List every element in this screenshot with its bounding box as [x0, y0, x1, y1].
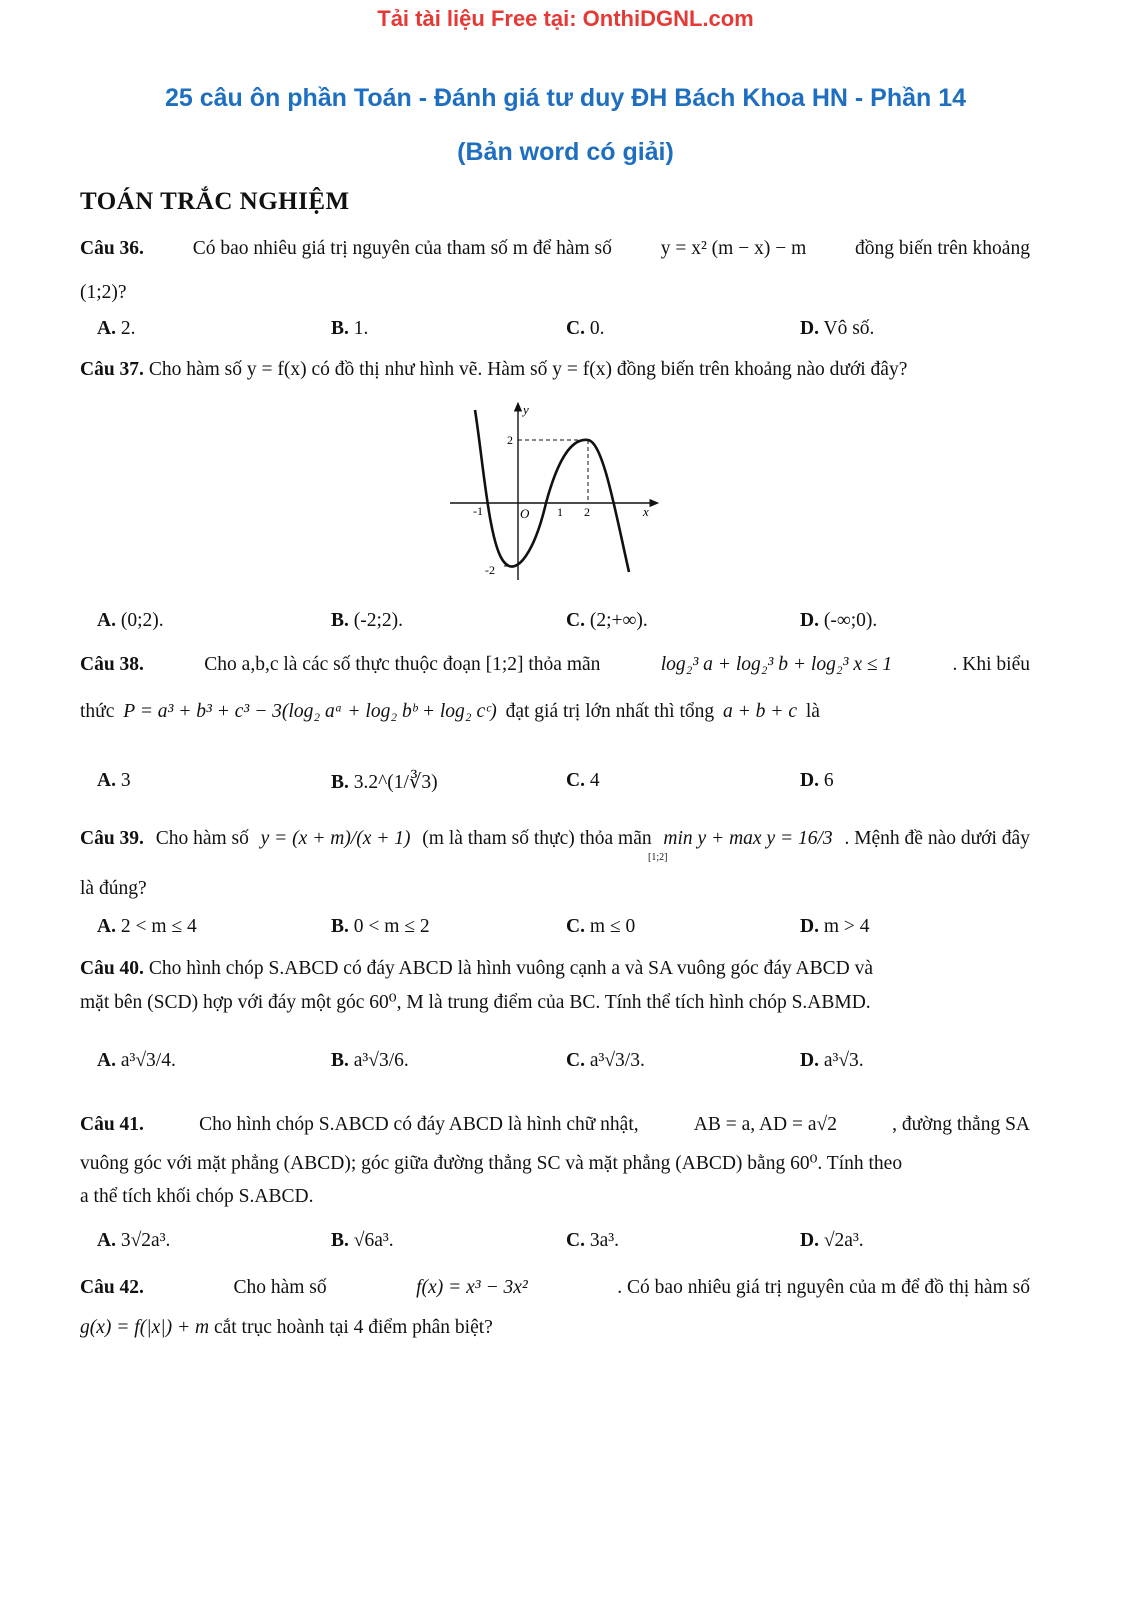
q37-option-c[interactable]: C. (2;+∞).: [566, 610, 648, 631]
q38-sum: a + b + c: [723, 701, 797, 722]
x-axis-label: x: [643, 504, 649, 519]
q38-text-c: thức: [80, 701, 115, 722]
q42-g-function: g(x) = f(|x|) + m: [80, 1317, 210, 1338]
q41-line2: vuông góc với mặt phẳng (ABCD); góc giữa đường thẳng SC và mặt phẳng (ABCD) bằng 60⁰. Tính theo: [80, 1153, 903, 1174]
q36-option-d[interactable]: D. Vô số.: [800, 318, 875, 339]
q41-text-a: Cho hình chóp S.ABCD có đáy ABCD là hình chữ nhật,: [199, 1114, 639, 1135]
q37-graph: [445, 400, 665, 590]
q39-option-a[interactable]: A. 2 < m ≤ 4: [97, 916, 197, 937]
q38-text-d: đạt giá trị lớn nhất thì tổng: [505, 701, 715, 722]
x-tick-1: 1: [557, 505, 563, 519]
q37-number: Câu 37.: [80, 359, 144, 380]
q42-line1: [80, 1275, 1030, 1301]
q39-text: Cho hàm số: [155, 828, 249, 849]
q38-text: Cho a,b,c là các số thực thuộc đoạn [1;2] thỏa mãn: [204, 654, 601, 675]
download-banner[interactable]: Tải tài liệu Free tại: OnthiDGNL.com: [377, 6, 754, 31]
origin-label: O: [520, 506, 530, 521]
q42-function: f(x) = x³ − 3x²: [416, 1277, 528, 1298]
q40-line2: mặt bên (SCD) hợp với đáy một góc 60⁰, M là trung điểm của BC. Tính thể tích hình chóp S.ABMD.: [80, 992, 871, 1013]
q39-function: y = (x + m)/(x + 1): [260, 828, 411, 849]
q38-option-a[interactable]: A. 3: [97, 770, 131, 791]
q37-text: Cho hàm số y = f(x) có đồ thị như hình vẽ. Hàm số y = f(x) đồng biến trên khoảng nào dưới đây?: [148, 359, 908, 380]
page-title: 25 câu ôn phần Toán - Đánh giá tư duy ĐH Bách Khoa HN - Phần 14: [164, 84, 967, 112]
q36-option-a[interactable]: A. 2.: [97, 318, 136, 339]
q41-option-a[interactable]: A. 3√2a³.: [97, 1230, 171, 1251]
q38-line1: [80, 652, 1030, 678]
page-subtitle: (Bản word có giải): [457, 138, 674, 166]
q39-option-c[interactable]: C. m ≤ 0: [566, 916, 636, 937]
q41-number: Câu 41.: [80, 1114, 144, 1135]
q37-option-d[interactable]: D. (-∞;0).: [800, 610, 878, 631]
q37-line1: [80, 357, 1030, 383]
q41-text-c: , đường thẳng SA: [892, 1114, 1030, 1135]
q38-option-b[interactable]: B. 3.2^(1/∛3): [331, 772, 438, 793]
q36-text-b: đồng biến trên khoảng: [855, 238, 1030, 259]
x-tick-2: 2: [584, 505, 590, 519]
q42-text-b: . Có bao nhiêu giá trị nguyên của m để đồ thị hàm số: [617, 1277, 1030, 1298]
q38-option-d[interactable]: D. 6: [800, 770, 834, 791]
q36-option-c[interactable]: C. 0.: [566, 318, 605, 339]
q41-option-b[interactable]: B. √6a³.: [331, 1230, 394, 1251]
q39-line2: là đúng?: [80, 878, 147, 899]
q39-range-label: [1;2]: [648, 852, 668, 863]
q40-text1: Cho hình chóp S.ABCD có đáy ABCD là hình vuông cạnh a và SA vuông góc đáy ABCD và: [148, 958, 873, 979]
q41-line1: [80, 1112, 1030, 1138]
q36-line1: [80, 236, 1030, 262]
q41-option-d[interactable]: D. √2a³.: [800, 1230, 864, 1251]
section-heading: TOÁN TRẮC NGHIỆM: [80, 188, 350, 215]
q39-option-d[interactable]: D. m > 4: [800, 916, 870, 937]
q38-text-e: là: [805, 701, 820, 722]
q39-option-b[interactable]: B. 0 < m ≤ 2: [331, 916, 430, 937]
x-tick-neg1: -1: [473, 504, 483, 518]
q38-option-c[interactable]: C. 4: [566, 770, 600, 791]
q36-number: Câu 36.: [80, 238, 144, 259]
q39-condition: min y + max y = 16/3: [663, 828, 833, 849]
q39-text-c: . Mệnh đề nào dưới đây: [844, 828, 1030, 849]
q38-text-b: . Khi biểu: [952, 654, 1030, 675]
q40-number: Câu 40.: [80, 958, 144, 979]
q41-option-c[interactable]: C. 3a³.: [566, 1230, 619, 1251]
y-tick-neg2: -2: [485, 563, 495, 577]
function-curve: [475, 410, 629, 572]
q42-number: Câu 42.: [80, 1277, 144, 1298]
q39-text-b: (m là tham số thực) thỏa mãn: [422, 828, 652, 849]
q42-text-c: cắt trục hoành tại 4 điểm phân biệt?: [213, 1317, 493, 1338]
y-tick-2: 2: [507, 433, 513, 447]
q38-line2: [80, 699, 1030, 725]
q39-number: Câu 39.: [80, 828, 144, 849]
q42-line2: [80, 1315, 1030, 1341]
q40-option-c[interactable]: C. a³√3/3.: [566, 1050, 645, 1071]
q37-option-a[interactable]: A. (0;2).: [97, 610, 164, 631]
q40-option-a[interactable]: A. a³√3/4.: [97, 1050, 176, 1071]
q38-number: Câu 38.: [80, 654, 144, 675]
q36-option-b[interactable]: B. 1.: [331, 318, 369, 339]
q38-condition: log₂³ a + log₂³ b + log₂³ x ≤ 1: [660, 654, 893, 675]
q36-interval: (1;2)?: [80, 282, 127, 303]
q40-line1: [80, 956, 1030, 982]
q40-option-b[interactable]: B. a³√3/6.: [331, 1050, 409, 1071]
y-axis-label: y: [523, 402, 529, 417]
q41-line3: a thể tích khối chóp S.ABCD.: [80, 1186, 314, 1207]
q40-option-d[interactable]: D. a³√3.: [800, 1050, 864, 1071]
q39-line1: [80, 826, 1030, 852]
q38-expression: P = a³ + b³ + c³ − 3(log₂ aᵃ + log₂ bᵇ + log₂ cᶜ): [123, 701, 497, 722]
q42-text-a: Cho hàm số: [233, 1277, 327, 1298]
q36-formula: y = x² (m − x) − m: [660, 238, 807, 259]
q36-text: Có bao nhiêu giá trị nguyên của tham số m để hàm số: [192, 238, 612, 259]
q37-option-b[interactable]: B. (-2;2).: [331, 610, 404, 631]
q41-sides: AB = a, AD = a√2: [693, 1114, 837, 1135]
